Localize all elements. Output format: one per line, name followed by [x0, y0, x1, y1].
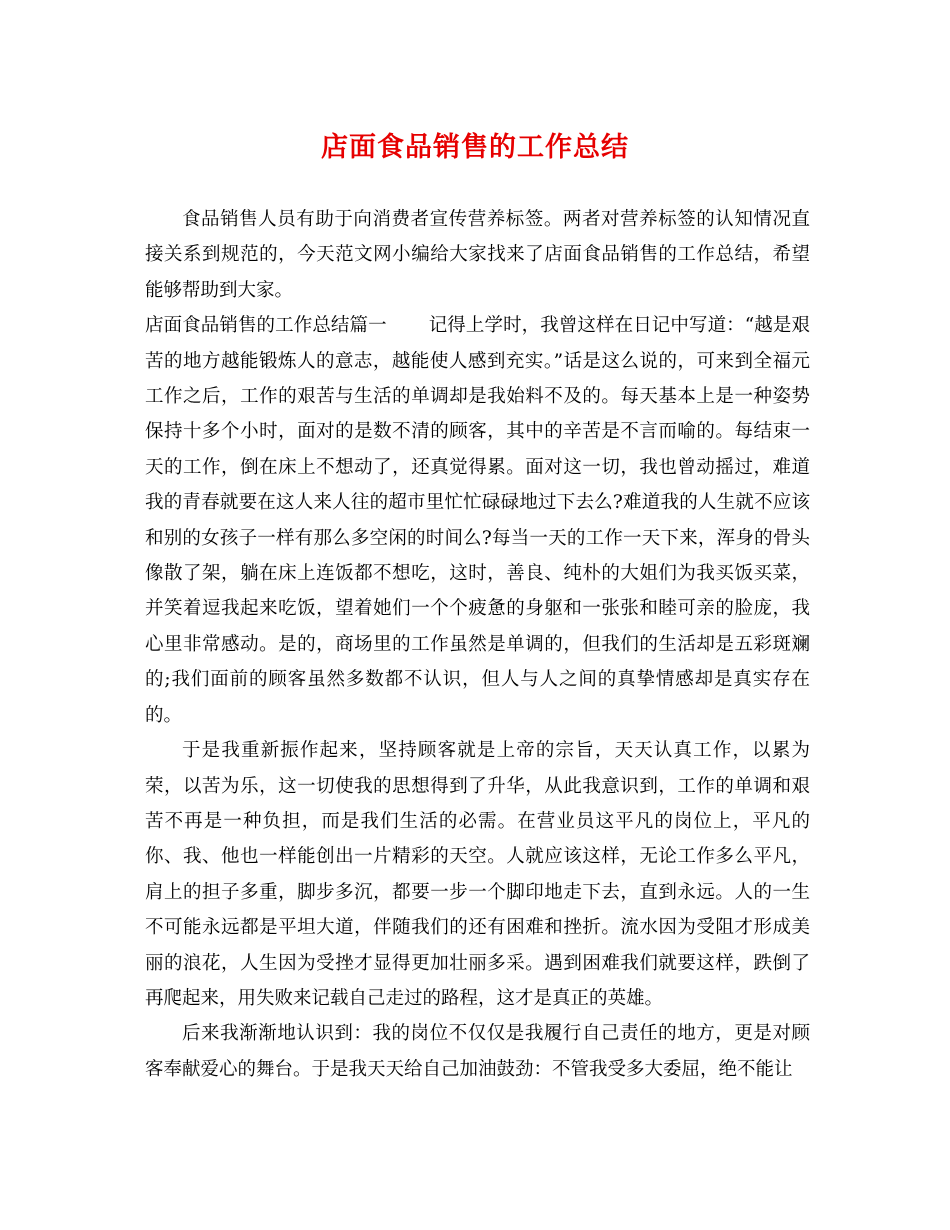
section-heading: 店面食品销售的工作总结篇一 [145, 315, 387, 337]
document-body [145, 202, 810, 1087]
paragraph-3: 后来我渐渐地认识到：我的岗位不仅仅是我履行自己责任的地方，更是对顾客奉献爱心的舞台。于是我天天给自己加油鼓劲：不管我受多大委屈，绝不能让 [145, 1023, 810, 1080]
section-text: 记得上学时，我曾这样在日记中写道：“越是艰苦的地方越能锻炼人的意志，越能使人感到充实。”话是这么说的，可来到全福元工作之后，工作的艰苦与生活的单调却是我始料不及的。每天基本上是一种姿势保持十多个小时，面对的是数不清的顾客，其中的辛苦是不言而喻的。每结束一天的工作，倒在床上不想动了，还真觉得累。面对这一切，我也曾动摇过，难道我的青春就要在这人来人往的超市里忙忙碌碌地过下去么?难道我的人生就不应该和别的女孩子一样有那么多空闲的时间么?每当一天的工作一天下来，浑身的骨头像散了架，躺在床上连饭都不想吃，这时，善良、纯朴的大姐们为我买饭买菜，并笑着逗我起来吃饭，望着她们一个个疲惫的身躯和一张张和睦可亲的脸庞，我心里非常感动。是的，商场里的工作虽然是单调的，但我们的生活却是五彩斑斓的;我们面前的顾客虽然多数都不认识，但人与人之间的真挚情感却是真实存在的。 [145, 315, 810, 726]
intro-paragraph: 食品销售人员有助于向消费者宣传营养标签。两者对营养标签的认知情况直接关系到规范的，今天范文网小编给大家找来了店面食品销售的工作总结，希望能够帮助到大家。 [145, 209, 810, 301]
document-title: 店面食品销售的工作总结 [321, 132, 629, 163]
section-paragraph [145, 308, 810, 733]
paragraph-2: 于是我重新振作起来，坚持顾客就是上帝的宗旨，天天认真工作，以累为荣，以苦为乐，这一切使我的思想得到了升华，从此我意识到，工作的单调和艰苦不再是一种负担，而是我们生活的必需。在营业员这平凡的岗位上，平凡的你、我、他也一样能创出一片精彩的天空。人就应该这样，无论工作多么平凡，肩上的担子多重，脚步多沉，都要一步一个脚印地走下去，直到永远。人的一生不可能永远都是平坦大道，伴随我们的还有困难和挫折。流水因为受阻才形成美丽的浪花，人生因为受挫才显得更加壮丽多采。遇到困难我们就要这样，跌倒了再爬起来，用失败来记载自己走过的路程，这才是真正的英雄。 [145, 740, 810, 1009]
